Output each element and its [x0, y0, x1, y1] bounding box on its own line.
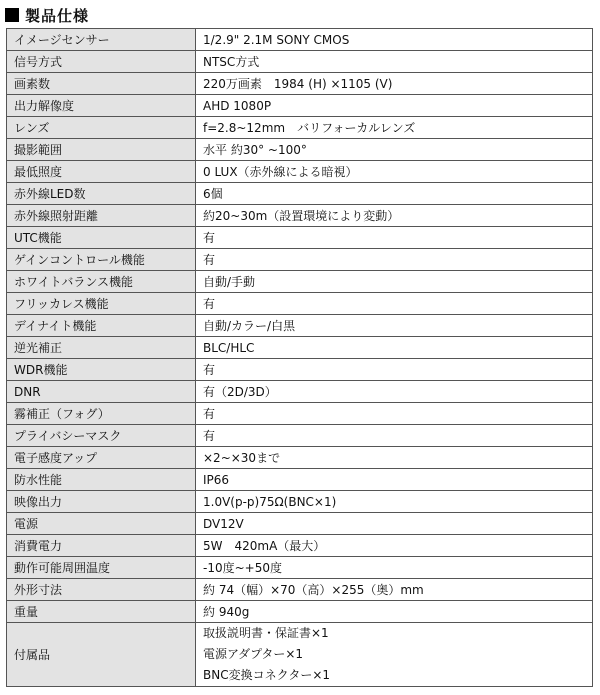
spec-value: 有 [196, 359, 593, 381]
spec-value: 有 [196, 403, 593, 425]
spec-value: 自動/手動 [196, 271, 593, 293]
spec-row [7, 183, 593, 205]
spec-row [7, 425, 593, 447]
spec-row [7, 381, 593, 403]
spec-label: 防水性能 [7, 469, 196, 491]
spec-label: 電子感度アップ [7, 447, 196, 469]
spec-table [6, 28, 593, 687]
spec-row [7, 513, 593, 535]
spec-value: -10度~+50度 [196, 557, 593, 579]
spec-label: 赤外線LED数 [7, 183, 196, 205]
spec-label: フリッカレス機能 [7, 293, 196, 315]
spec-row [7, 95, 593, 117]
spec-label: ホワイトバランス機能 [7, 271, 196, 293]
spec-value: 有 [196, 425, 593, 447]
accessory-item: BNC変換コネクター×1 [203, 668, 331, 682]
spec-value: AHD 1080P [196, 95, 593, 117]
section-title [5, 5, 89, 25]
spec-label: デイナイト機能 [7, 315, 196, 337]
spec-value: 0 LUX（赤外線による暗視） [196, 161, 593, 183]
spec-value: 6個 [196, 183, 593, 205]
section-title-text: 製品仕様 [25, 6, 90, 25]
spec-row [7, 161, 593, 183]
spec-row [7, 139, 593, 161]
spec-value: 1.0V(p-p)75Ω(BNC×1) [196, 491, 593, 513]
spec-value: 有 [196, 227, 593, 249]
spec-value: 220万画素 1984 (H) ×1105 (V) [196, 73, 593, 95]
spec-value: BLC/HLC [196, 337, 593, 359]
spec-value: 有（2D/3D） [196, 381, 593, 403]
spec-label: WDR機能 [7, 359, 196, 381]
spec-label: 電源 [7, 513, 196, 535]
spec-row [7, 315, 593, 337]
spec-value: 約20~30m（設置環境により変動） [196, 205, 593, 227]
spec-value: ×2~×30まで [196, 447, 593, 469]
spec-label: 重量 [7, 601, 196, 623]
spec-label: 映像出力 [7, 491, 196, 513]
spec-label: イメージセンサー [7, 29, 196, 51]
spec-label: 動作可能周囲温度 [7, 557, 196, 579]
spec-row [7, 293, 593, 315]
spec-row [7, 557, 593, 579]
spec-row [7, 117, 593, 139]
spec-table-body [7, 29, 593, 687]
spec-label: 消費電力 [7, 535, 196, 557]
spec-row [7, 227, 593, 249]
spec-label: レンズ [7, 117, 196, 139]
spec-row [7, 469, 593, 491]
spec-row [7, 535, 593, 557]
spec-label: 付属品 [7, 623, 196, 687]
spec-row [7, 491, 593, 513]
spec-row [7, 447, 593, 469]
spec-value: 水平 約30° ~100° [196, 139, 593, 161]
spec-row-accessories [7, 623, 593, 687]
spec-row [7, 359, 593, 381]
spec-value: 自動/カラー/白黒 [196, 315, 593, 337]
spec-value: DV12V [196, 513, 593, 535]
spec-row [7, 205, 593, 227]
spec-row [7, 337, 593, 359]
spec-value: 約 940g [196, 601, 593, 623]
spec-value: f=2.8~12mm バリフォーカルレンズ [196, 117, 593, 139]
spec-label: 最低照度 [7, 161, 196, 183]
spec-row [7, 601, 593, 623]
spec-value: 有 [196, 293, 593, 315]
spec-value: NTSC方式 [196, 51, 593, 73]
spec-label: 外形寸法 [7, 579, 196, 601]
spec-label: 逆光補正 [7, 337, 196, 359]
accessory-item: 電源アダプター×1 [203, 647, 304, 661]
spec-row [7, 51, 593, 73]
spec-row [7, 271, 593, 293]
spec-value-accessories [196, 623, 593, 687]
spec-label: ゲインコントロール機能 [7, 249, 196, 271]
spec-value: 有 [196, 249, 593, 271]
spec-label: プライバシーマスク [7, 425, 196, 447]
spec-label: 撮影範囲 [7, 139, 196, 161]
spec-label: 出力解像度 [7, 95, 196, 117]
spec-row [7, 249, 593, 271]
spec-value: 5W 420mA（最大） [196, 535, 593, 557]
title-bullet-square [5, 8, 19, 22]
spec-row [7, 29, 593, 51]
spec-row [7, 579, 593, 601]
spec-label: UTC機能 [7, 227, 196, 249]
spec-label: DNR [7, 381, 196, 403]
spec-value: 約 74（幅）×70（高）×255（奥）mm [196, 579, 593, 601]
spec-label: 霧補正（フォグ） [7, 403, 196, 425]
spec-row [7, 73, 593, 95]
spec-value: 1/2.9" 2.1M SONY CMOS [196, 29, 593, 51]
spec-label: 画素数 [7, 73, 196, 95]
spec-label: 赤外線照射距離 [7, 205, 196, 227]
spec-value: IP66 [196, 469, 593, 491]
spec-row [7, 403, 593, 425]
accessory-item: 取扱説明書・保証書×1 [203, 626, 329, 640]
spec-label: 信号方式 [7, 51, 196, 73]
